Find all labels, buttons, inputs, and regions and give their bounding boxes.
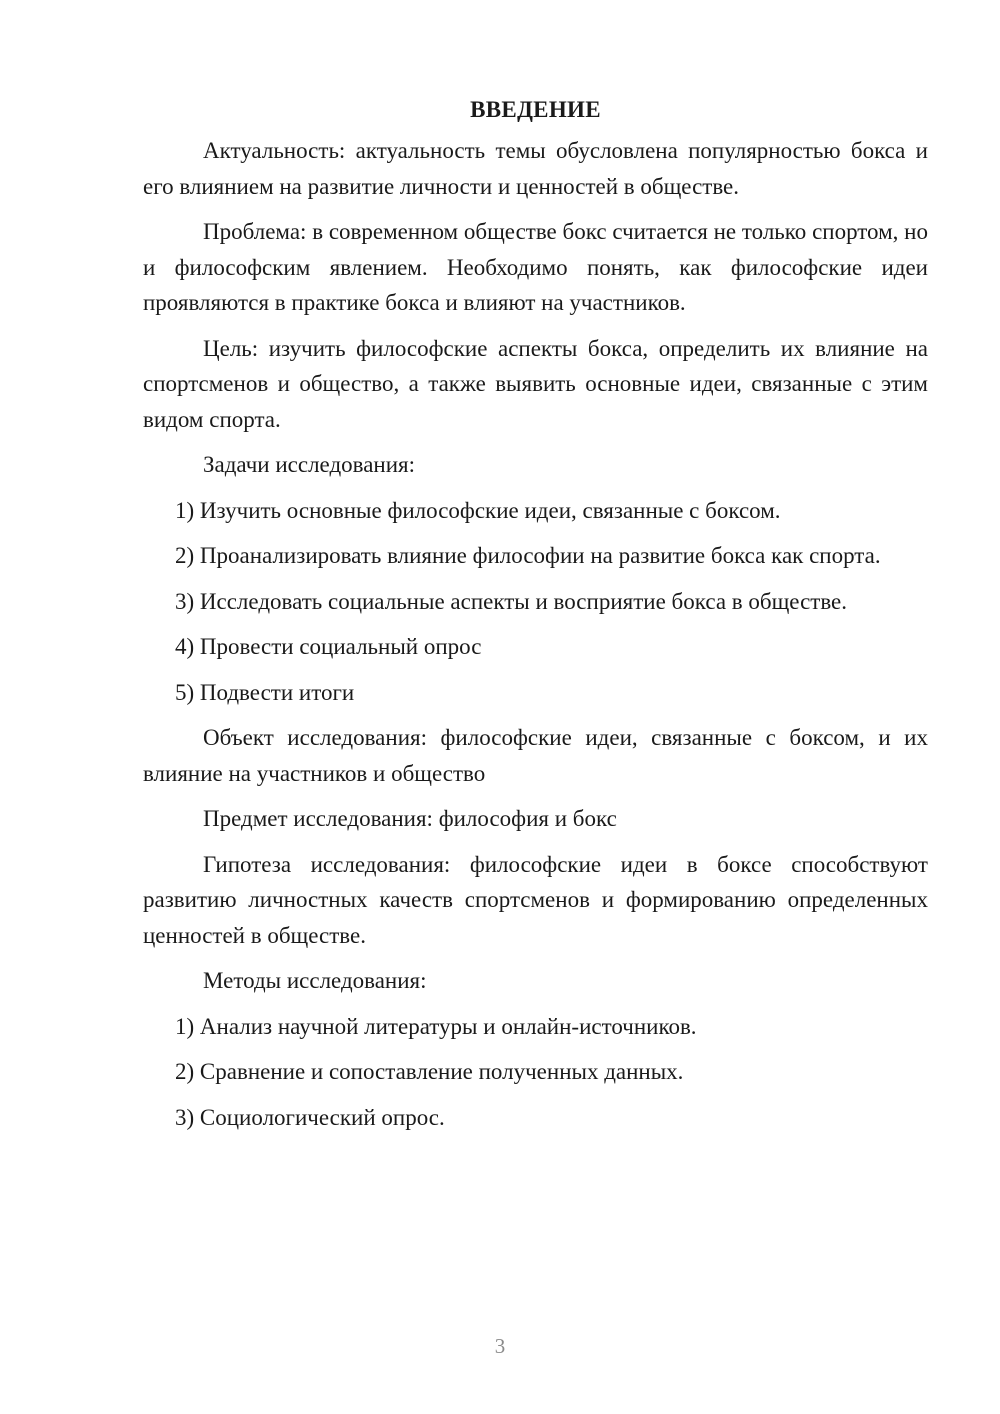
paragraph-problem: Проблема: в современном обществе бокс считается не только спортом, но и философским явлением. Необходимо понять, как философские идеи проявляются в практике бокса и влияют на участников.: [143, 219, 928, 315]
page-title: ВВЕДЕНИЕ: [470, 97, 601, 122]
paragraph-goal: Цель: изучить философские аспекты бокса, определить их влияние на спортсменов и общество, а также выявить основные идеи, связанные с этим видом спорта.: [143, 335, 928, 432]
task-item-4: 4) Провести социальный опрос: [175, 634, 482, 659]
paragraph-subject: Предмет исследования: философия и бокс: [203, 806, 617, 831]
document-page: [143, 92, 928, 1145]
paragraph-tasks-heading: Задачи исследования:: [203, 452, 416, 477]
paragraph-methods-heading: Методы исследования:: [203, 968, 427, 993]
page-number: 3: [494, 1334, 506, 1358]
paragraph-relevance: Актуальность: актуальность темы обусловлена популярностью бокса и его влиянием на развитие личности и ценностей в обществе.: [143, 138, 928, 199]
method-item-2: 2) Сравнение и сопоставление полученных данных.: [175, 1059, 684, 1084]
method-item-1: 1) Анализ научной литературы и онлайн-источников.: [175, 1013, 697, 1039]
task-item-5: 5) Подвести итоги: [175, 679, 355, 705]
paragraph-hypothesis: Гипотеза исследования: философские идеи в боксе способствуют развитию личностных качеств спортсменов и формированию определенных ценностей в обществе.: [143, 851, 928, 948]
method-item-3: 3) Социологический опрос.: [175, 1104, 445, 1130]
task-item-1: 1) Изучить основные философские идеи, связанные с боксом.: [175, 497, 781, 523]
task-item-3: 3) Исследовать социальные аспекты и восприятие бокса в обществе.: [175, 588, 848, 614]
task-item-2: 2) Проанализировать влияние философии на развитие бокса как спорта.: [175, 543, 881, 568]
paragraph-object: Объект исследования: философские идеи, связанные с боксом, и их влияние на участников и общество: [143, 725, 928, 786]
